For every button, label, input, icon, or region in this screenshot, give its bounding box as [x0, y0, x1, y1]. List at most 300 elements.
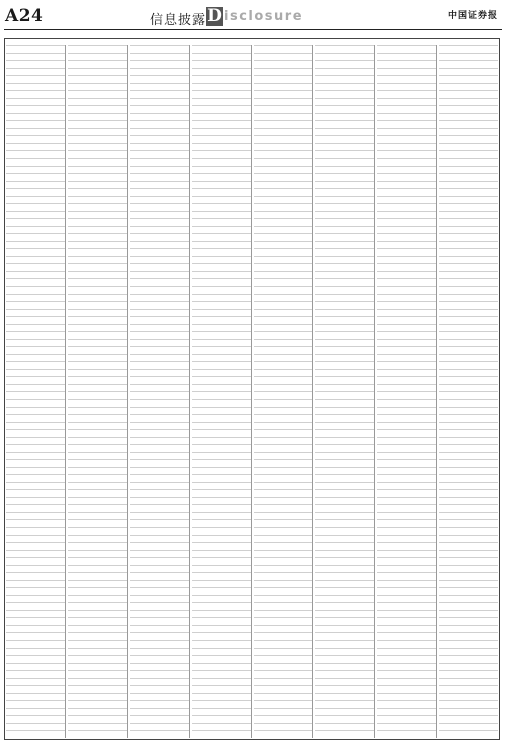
table-row — [68, 181, 127, 189]
table-row — [130, 135, 189, 143]
table-row — [130, 181, 189, 189]
table-row — [192, 278, 251, 286]
table-row — [6, 128, 65, 136]
table-row — [315, 203, 374, 211]
table-row — [68, 166, 127, 174]
table-row — [130, 376, 189, 384]
table-row — [315, 105, 374, 113]
table-row — [192, 158, 251, 166]
table-row — [6, 75, 65, 83]
table-row — [254, 632, 313, 640]
table-row — [254, 700, 313, 708]
table-row — [130, 723, 189, 731]
disclosure-table-frame — [4, 38, 500, 740]
table-row — [68, 678, 127, 686]
table-row — [254, 474, 313, 482]
table-row — [130, 407, 189, 415]
table-row — [6, 294, 65, 302]
table-row — [377, 414, 436, 422]
table-row — [68, 278, 127, 286]
table-row — [439, 45, 498, 53]
table-row — [254, 723, 313, 731]
table-row — [254, 68, 313, 76]
table-row — [192, 625, 251, 633]
table-row — [6, 444, 65, 452]
table-row — [68, 452, 127, 460]
table-row — [6, 196, 65, 204]
table-row — [130, 685, 189, 693]
table-row — [377, 376, 436, 384]
table-row — [68, 715, 127, 723]
table-row — [192, 527, 251, 535]
table-row — [192, 53, 251, 61]
table-row — [254, 407, 313, 415]
table-row — [68, 663, 127, 671]
table-row — [6, 489, 65, 497]
table-row — [315, 45, 374, 53]
table-row — [192, 271, 251, 279]
table-row — [68, 143, 127, 151]
table-row — [377, 113, 436, 121]
table-row — [254, 113, 313, 121]
table-row — [130, 361, 189, 369]
table-row — [439, 708, 498, 716]
table-row — [439, 105, 498, 113]
table-row — [439, 166, 498, 174]
table-row — [192, 557, 251, 565]
table-row — [192, 693, 251, 701]
table-row — [439, 467, 498, 475]
table-column — [6, 45, 66, 738]
table-row — [68, 248, 127, 256]
table-row — [68, 648, 127, 656]
table-row — [192, 301, 251, 309]
table-row — [192, 75, 251, 83]
table-row — [192, 489, 251, 497]
table-row — [377, 610, 436, 618]
table-row — [254, 166, 313, 174]
table-row — [192, 610, 251, 618]
table-row — [439, 482, 498, 490]
table-row — [439, 128, 498, 136]
table-row — [377, 422, 436, 430]
table-row — [68, 565, 127, 573]
table-row — [377, 263, 436, 271]
table-row — [254, 128, 313, 136]
table-row — [192, 535, 251, 543]
table-row — [439, 437, 498, 445]
table-row — [6, 663, 65, 671]
table-row — [68, 309, 127, 317]
table-row — [377, 715, 436, 723]
table-row — [68, 700, 127, 708]
table-row — [6, 580, 65, 588]
table-row — [130, 98, 189, 106]
table-row — [254, 572, 313, 580]
table-row — [130, 105, 189, 113]
table-row — [377, 512, 436, 520]
table-row — [377, 105, 436, 113]
table-row — [377, 369, 436, 377]
table-row — [192, 399, 251, 407]
table-row — [68, 730, 127, 738]
table-row — [192, 226, 251, 234]
table-row — [68, 489, 127, 497]
table-row — [377, 196, 436, 204]
table-row — [315, 655, 374, 663]
table-row — [439, 489, 498, 497]
table-row — [254, 196, 313, 204]
table-row — [130, 294, 189, 302]
table-row — [315, 196, 374, 204]
table-row — [254, 45, 313, 53]
table-row — [377, 437, 436, 445]
table-row — [315, 444, 374, 452]
table-row — [377, 452, 436, 460]
table-row — [192, 632, 251, 640]
table-row — [315, 278, 374, 286]
table-row — [192, 376, 251, 384]
table-row — [377, 572, 436, 580]
table-row — [130, 316, 189, 324]
table-row — [377, 655, 436, 663]
table-row — [315, 610, 374, 618]
table-row — [439, 663, 498, 671]
table-row — [192, 196, 251, 204]
table-row — [377, 384, 436, 392]
table-row — [315, 512, 374, 520]
table-row — [315, 391, 374, 399]
table-row — [254, 730, 313, 738]
table-row — [6, 414, 65, 422]
table-row — [377, 301, 436, 309]
table-row — [130, 715, 189, 723]
table-row — [439, 391, 498, 399]
table-row — [6, 211, 65, 219]
table-row — [192, 361, 251, 369]
table-row — [315, 218, 374, 226]
table-row — [6, 587, 65, 595]
table-row — [130, 565, 189, 573]
table-row — [377, 90, 436, 98]
table-row — [315, 429, 374, 437]
table-row — [439, 497, 498, 505]
table-row — [315, 286, 374, 294]
table-row — [192, 173, 251, 181]
table-row — [130, 226, 189, 234]
table-row — [377, 211, 436, 219]
table-row — [130, 414, 189, 422]
table-row — [439, 459, 498, 467]
table-row — [68, 301, 127, 309]
table-row — [6, 437, 65, 445]
table-row — [6, 376, 65, 384]
table-row — [68, 135, 127, 143]
table-row — [130, 663, 189, 671]
table-row — [68, 263, 127, 271]
table-row — [68, 120, 127, 128]
table-row — [68, 617, 127, 625]
table-row — [68, 632, 127, 640]
table-row — [68, 346, 127, 354]
table-row — [130, 437, 189, 445]
table-row — [254, 467, 313, 475]
table-row — [6, 68, 65, 76]
table-row — [377, 120, 436, 128]
table-row — [377, 339, 436, 347]
table-row — [192, 497, 251, 505]
table-row — [254, 617, 313, 625]
table-row — [315, 53, 374, 61]
table-row — [254, 361, 313, 369]
table-row — [439, 504, 498, 512]
table-row — [68, 196, 127, 204]
table-row — [6, 482, 65, 490]
table-row — [315, 595, 374, 603]
table-row — [254, 437, 313, 445]
table-row — [130, 399, 189, 407]
table-row — [315, 723, 374, 731]
table-row — [377, 53, 436, 61]
table-row — [439, 617, 498, 625]
table-row — [254, 519, 313, 527]
table-row — [192, 467, 251, 475]
table-row — [439, 369, 498, 377]
table-row — [68, 211, 127, 219]
table-row — [192, 444, 251, 452]
table-row — [68, 429, 127, 437]
table-row — [377, 354, 436, 362]
table-row — [6, 271, 65, 279]
table-row — [6, 324, 65, 332]
table-row — [254, 241, 313, 249]
table-row — [254, 331, 313, 339]
table-row — [254, 135, 313, 143]
table-row — [130, 429, 189, 437]
table-row — [68, 587, 127, 595]
table-row — [254, 482, 313, 490]
table-row — [315, 399, 374, 407]
table-row — [6, 632, 65, 640]
table-row — [130, 150, 189, 158]
page-number: A24 — [5, 6, 44, 26]
table-row — [254, 369, 313, 377]
table-row — [377, 316, 436, 324]
table-row — [439, 678, 498, 686]
table-row — [68, 150, 127, 158]
table-row — [130, 504, 189, 512]
table-row — [6, 143, 65, 151]
table-row — [377, 45, 436, 53]
table-row — [130, 625, 189, 633]
table-row — [377, 166, 436, 174]
table-row — [439, 557, 498, 565]
table-row — [192, 407, 251, 415]
table-row — [315, 316, 374, 324]
table-row — [68, 68, 127, 76]
table-row — [6, 527, 65, 535]
table-row — [68, 256, 127, 264]
table-row — [6, 730, 65, 738]
table-row — [377, 527, 436, 535]
table-row — [130, 60, 189, 68]
table-row — [377, 203, 436, 211]
table-row — [68, 557, 127, 565]
table-row — [130, 670, 189, 678]
table-row — [130, 602, 189, 610]
table-row — [6, 399, 65, 407]
table-row — [130, 489, 189, 497]
table-row — [130, 700, 189, 708]
table-row — [439, 316, 498, 324]
table-row — [192, 422, 251, 430]
table-row — [377, 648, 436, 656]
table-row — [130, 173, 189, 181]
table-row — [315, 452, 374, 460]
table-row — [6, 467, 65, 475]
table-row — [192, 429, 251, 437]
header-rule — [4, 29, 502, 30]
table-row — [377, 519, 436, 527]
table-row — [6, 120, 65, 128]
table-row — [315, 670, 374, 678]
table-row — [377, 143, 436, 151]
table-row — [377, 678, 436, 686]
table-row — [6, 316, 65, 324]
table-row — [377, 83, 436, 91]
table-row — [254, 678, 313, 686]
table-row — [130, 45, 189, 53]
table-row — [130, 158, 189, 166]
table-row — [377, 459, 436, 467]
table-row — [439, 75, 498, 83]
table-row — [315, 324, 374, 332]
table-row — [6, 715, 65, 723]
table-row — [377, 632, 436, 640]
table-row — [439, 301, 498, 309]
table-row — [192, 233, 251, 241]
table-row — [439, 68, 498, 76]
table-row — [130, 83, 189, 91]
table-row — [377, 670, 436, 678]
table-row — [254, 263, 313, 271]
table-row — [130, 233, 189, 241]
table-row — [254, 384, 313, 392]
table-row — [192, 715, 251, 723]
table-row — [130, 708, 189, 716]
table-row — [6, 708, 65, 716]
table-row — [6, 595, 65, 603]
table-row — [130, 278, 189, 286]
table-row — [6, 98, 65, 106]
table-row — [68, 83, 127, 91]
table-row — [192, 369, 251, 377]
table-row — [439, 519, 498, 527]
table-row — [254, 685, 313, 693]
table-row — [315, 535, 374, 543]
table-column — [377, 45, 437, 738]
table-row — [315, 369, 374, 377]
table-row — [192, 331, 251, 339]
table-row — [254, 256, 313, 264]
table-row — [254, 429, 313, 437]
table-row — [439, 587, 498, 595]
table-row — [130, 527, 189, 535]
table-row — [68, 580, 127, 588]
table-row — [6, 407, 65, 415]
table-row — [377, 226, 436, 234]
table-row — [192, 150, 251, 158]
table-row — [68, 399, 127, 407]
table-row — [192, 648, 251, 656]
table-row — [254, 557, 313, 565]
newspaper-logo: 中国证券报 — [448, 11, 499, 21]
table-row — [192, 324, 251, 332]
table-row — [192, 294, 251, 302]
table-row — [254, 655, 313, 663]
table-column — [130, 45, 190, 738]
table-row — [68, 286, 127, 294]
table-row — [192, 655, 251, 663]
table-row — [6, 309, 65, 317]
table-row — [6, 173, 65, 181]
table-row — [315, 580, 374, 588]
table-row — [130, 271, 189, 279]
table-row — [68, 294, 127, 302]
table-row — [315, 489, 374, 497]
table-row — [439, 233, 498, 241]
table-row — [254, 512, 313, 520]
table-row — [315, 474, 374, 482]
table-row — [254, 60, 313, 68]
table-row — [439, 700, 498, 708]
table-row — [439, 248, 498, 256]
table-row — [6, 256, 65, 264]
table-row — [315, 339, 374, 347]
table-row — [254, 610, 313, 618]
section-initial-block: D — [207, 6, 222, 26]
table-row — [254, 550, 313, 558]
table-row — [6, 113, 65, 121]
table-row — [6, 354, 65, 362]
table-row — [130, 459, 189, 467]
table-row — [315, 504, 374, 512]
table-row — [192, 580, 251, 588]
table-row — [130, 166, 189, 174]
table-row — [68, 542, 127, 550]
table-row — [377, 158, 436, 166]
table-row — [254, 399, 313, 407]
table-row — [6, 723, 65, 731]
table-row — [6, 610, 65, 618]
table-row — [254, 708, 313, 716]
table-row — [192, 670, 251, 678]
table-row — [68, 535, 127, 543]
table-row — [439, 407, 498, 415]
table-row — [377, 233, 436, 241]
table-row — [254, 233, 313, 241]
table-row — [315, 83, 374, 91]
table-row — [377, 68, 436, 76]
table-row — [68, 241, 127, 249]
table-row — [192, 309, 251, 317]
table-row — [315, 354, 374, 362]
table-row — [68, 113, 127, 121]
table-row — [192, 565, 251, 573]
table-row — [130, 512, 189, 520]
table-row — [68, 384, 127, 392]
table-row — [377, 218, 436, 226]
